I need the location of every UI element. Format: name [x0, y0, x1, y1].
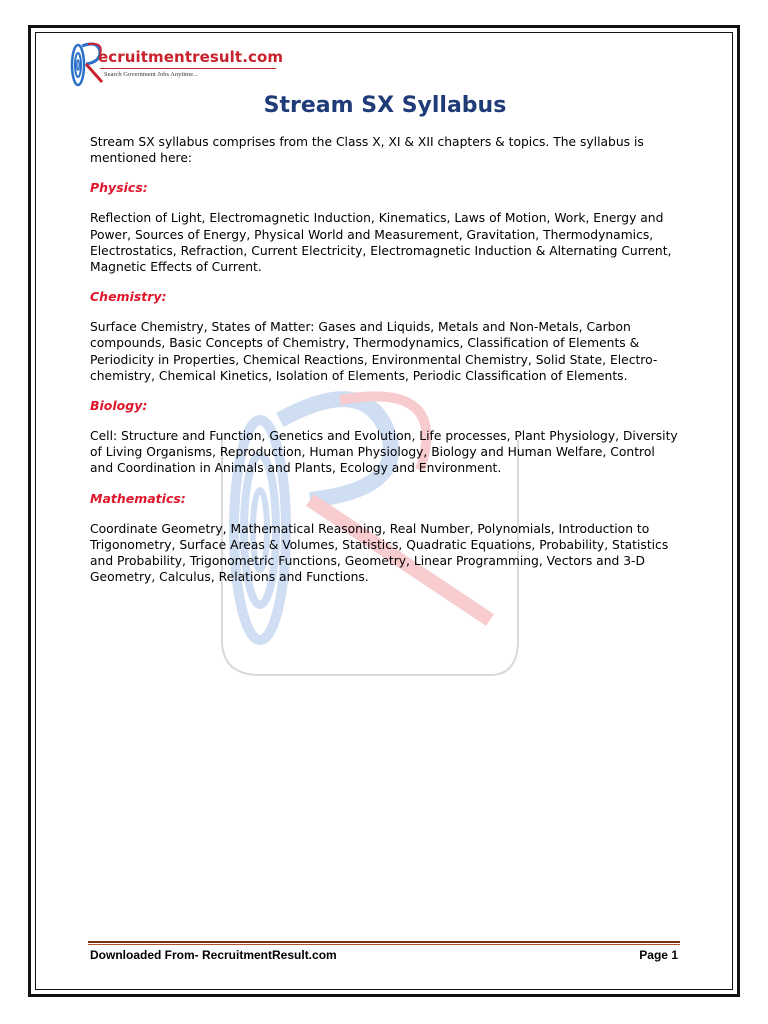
- logo-underline: [100, 68, 276, 69]
- section-body: Cell: Structure and Function, Genetics and Evolution, Life processes, Plant Physiology, Diversity of Living Organisms, Reproduction, Human Physiology, Biology and Human Welfare, Control and Coordination in Animals and Plants, Ecology and Environment.: [90, 429, 678, 476]
- section-heading: Physics:: [90, 180, 148, 196]
- section-body: Surface Chemistry, States of Matter: Gases and Liquids, Metals and Non-Metals, Carbon compounds, Basic Concepts of Chemistry, Thermodynamics, Classification of Elements & Periodicity in Properties, Chemical Reactions, Environmental Chemistry, Solid State, Electro-chemistry, Chemical Kinetics, Isolation of Elements, Periodic Classification of Elements.: [90, 320, 658, 383]
- footer-source-text: Downloaded From- RecruitmentResult.com: [90, 948, 337, 962]
- logo-tagline: Search Government Jobs Anytime...: [104, 71, 198, 78]
- section-physics: [90, 180, 680, 275]
- logo-domain-text: ecruitmentresult.com: [98, 48, 284, 66]
- site-logo: [68, 40, 308, 90]
- section-chemistry: [90, 289, 680, 384]
- document-content: [90, 92, 680, 599]
- section-biology: [90, 398, 680, 477]
- intro-paragraph: Stream SX syllabus comprises from the Class X, XI & XII chapters & topics. The syllabus is mentioned here:: [90, 135, 644, 166]
- section-body: Coordinate Geometry, Mathematical Reasoning, Real Number, Polynomials, Introduction to Trigonometry, Surface Areas & Volumes, Statistics, Quadratic Equations, Probability, Statistics and Probability, Trigonometric Functions, Geometry, Linear Programming, Vectors and 3-D Geometry, Calculus, Relations and Functions.: [90, 521, 669, 585]
- footer-rule-thin: [88, 944, 680, 945]
- section-heading: Biology:: [90, 398, 148, 414]
- footer-page-number: Page 1: [639, 948, 678, 962]
- page-title: Stream SX Syllabus: [263, 93, 507, 118]
- section-body: Reflection of Light, Electromagnetic Induction, Kinematics, Laws of Motion, Work, Energy and Power, Sources of Energy, Physical World and Measurement, Gravitation, Thermodynamics, Electrostatics, Refraction, Current Electricity, Electromagnetic Induction & Alternating Current, Magnetic Effects of Current.: [90, 211, 672, 275]
- section-heading: Mathematics:: [90, 490, 186, 506]
- section-mathematics: [90, 491, 680, 586]
- section-heading: Chemistry:: [90, 289, 167, 305]
- footer-rule: [88, 941, 680, 943]
